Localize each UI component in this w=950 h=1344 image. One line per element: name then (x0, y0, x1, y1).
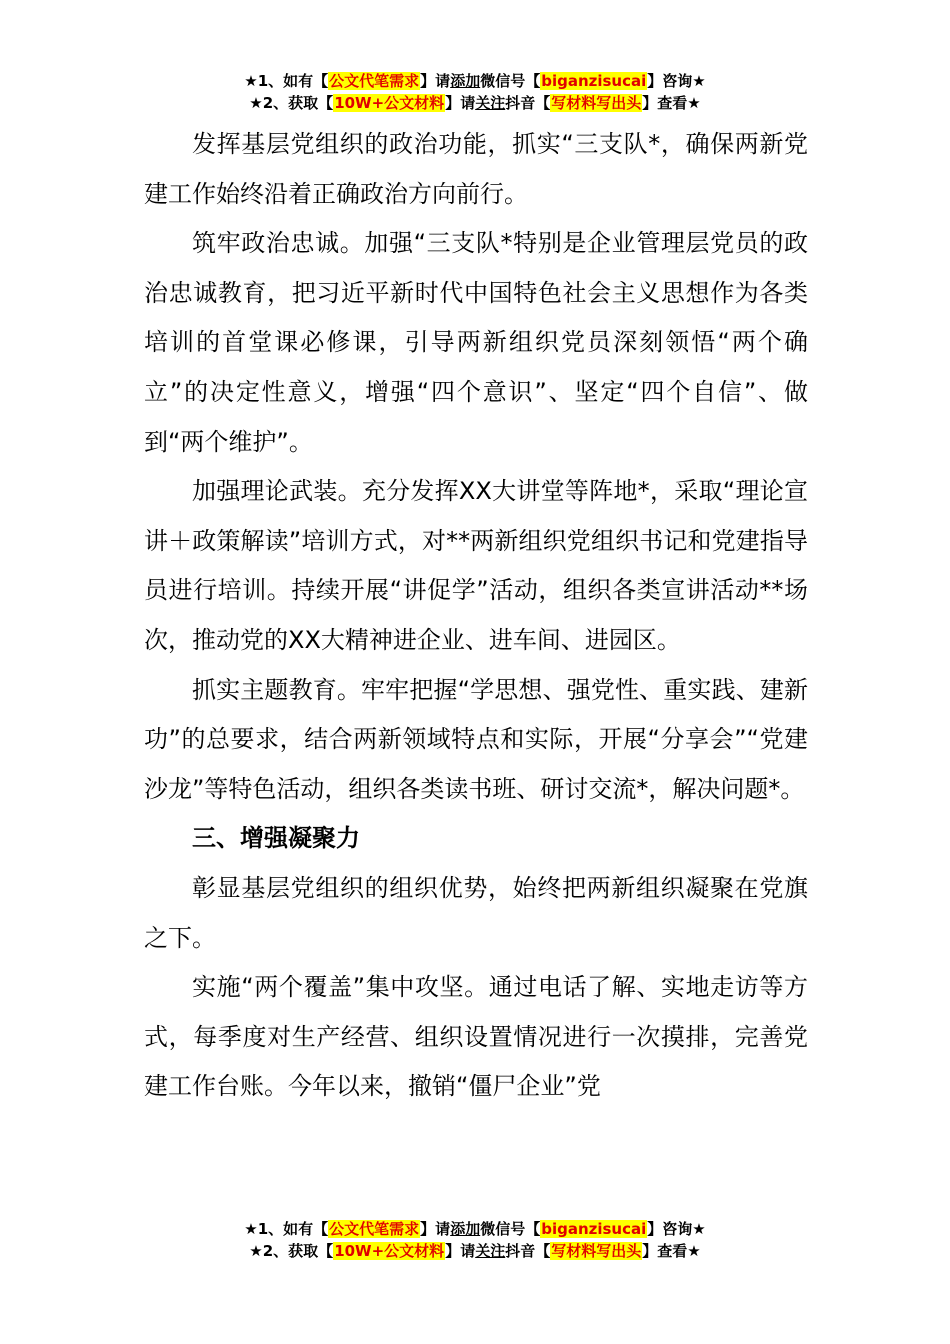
header-highlight-materials: 10W+公文材料 (334, 94, 445, 112)
document-body (144, 120, 808, 1112)
header-line-2: ★2、获取【10W+公文材料】请关注抖音【写材料写出头】查看★ (249, 94, 701, 112)
paragraph: 抓实主题教育。牢牢把握“学思想、强党性、重实践、建新功”的总要求，结合两新领域特点和实际，开展“分享会”“党建沙龙”等特色活动，组织各类读书班、研讨交流*，解决问题*。 (144, 675, 808, 803)
footer-highlight-douyin: 写材料写出头 (551, 1242, 642, 1260)
paragraph: 筑牢政治忠诚。加强“三支队*特别是企业管理层党员的政治忠诚教育，把习近平新时代中国特色社会主义思想作为各类培训的首堂课必修课，引导两新组织党员深刻领悟“两个确立”的决定性意义，增强“四个意识”、坚定“四个自信”、做到“两个维护”。 (144, 229, 808, 456)
footer-highlight-wechat-id: biganzisucai (541, 1220, 647, 1238)
paragraph: 加强理论武装。充分发挥XX大讲堂等阵地*，采取“理论宣讲＋政策解读”培训方式，对**两新组织党组织书记和党建指导员进行培训。持续开展“讲促学”活动，组织各类宣讲活动**场次，推动党的XX大精神进企业、进车间、进园区。 (144, 477, 808, 654)
header-highlight-douyin: 写材料写出头 (551, 94, 642, 112)
footer-banner (0, 1218, 950, 1262)
paragraph: 发挥基层党组织的政治功能，抓实“三支队*，确保两新党建工作始终沿着正确政治方向前行。 (144, 130, 808, 208)
section-heading: 三、增强凝聚力 (192, 824, 360, 853)
footer-highlight-materials: 10W+公文材料 (334, 1242, 445, 1260)
footer-highlight-service: 公文代笔需求 (329, 1220, 420, 1238)
header-line-1: ★1、如有【公文代笔需求】请添加微信号【biganzisucai】咨询★ (244, 72, 706, 90)
header-highlight-service: 公文代笔需求 (329, 72, 420, 90)
footer-line-1: ★1、如有【公文代笔需求】请添加微信号【biganzisucai】咨询★ (244, 1220, 706, 1238)
header-banner (0, 70, 950, 114)
header-highlight-wechat-id: biganzisucai (541, 72, 647, 90)
paragraph: 实施“两个覆盖”集中攻坚。通过电话了解、实地走访等方式，每季度对生产经营、组织设置情况进行一次摸排，完善党建工作台账。今年以来，撤销“僵尸企业”党 (144, 973, 808, 1101)
footer-line-2: ★2、获取【10W+公文材料】请关注抖音【写材料写出头】查看★ (249, 1242, 701, 1260)
paragraph: 彰显基层党组织的组织优势，始终把两新组织凝聚在党旗之下。 (144, 873, 808, 952)
